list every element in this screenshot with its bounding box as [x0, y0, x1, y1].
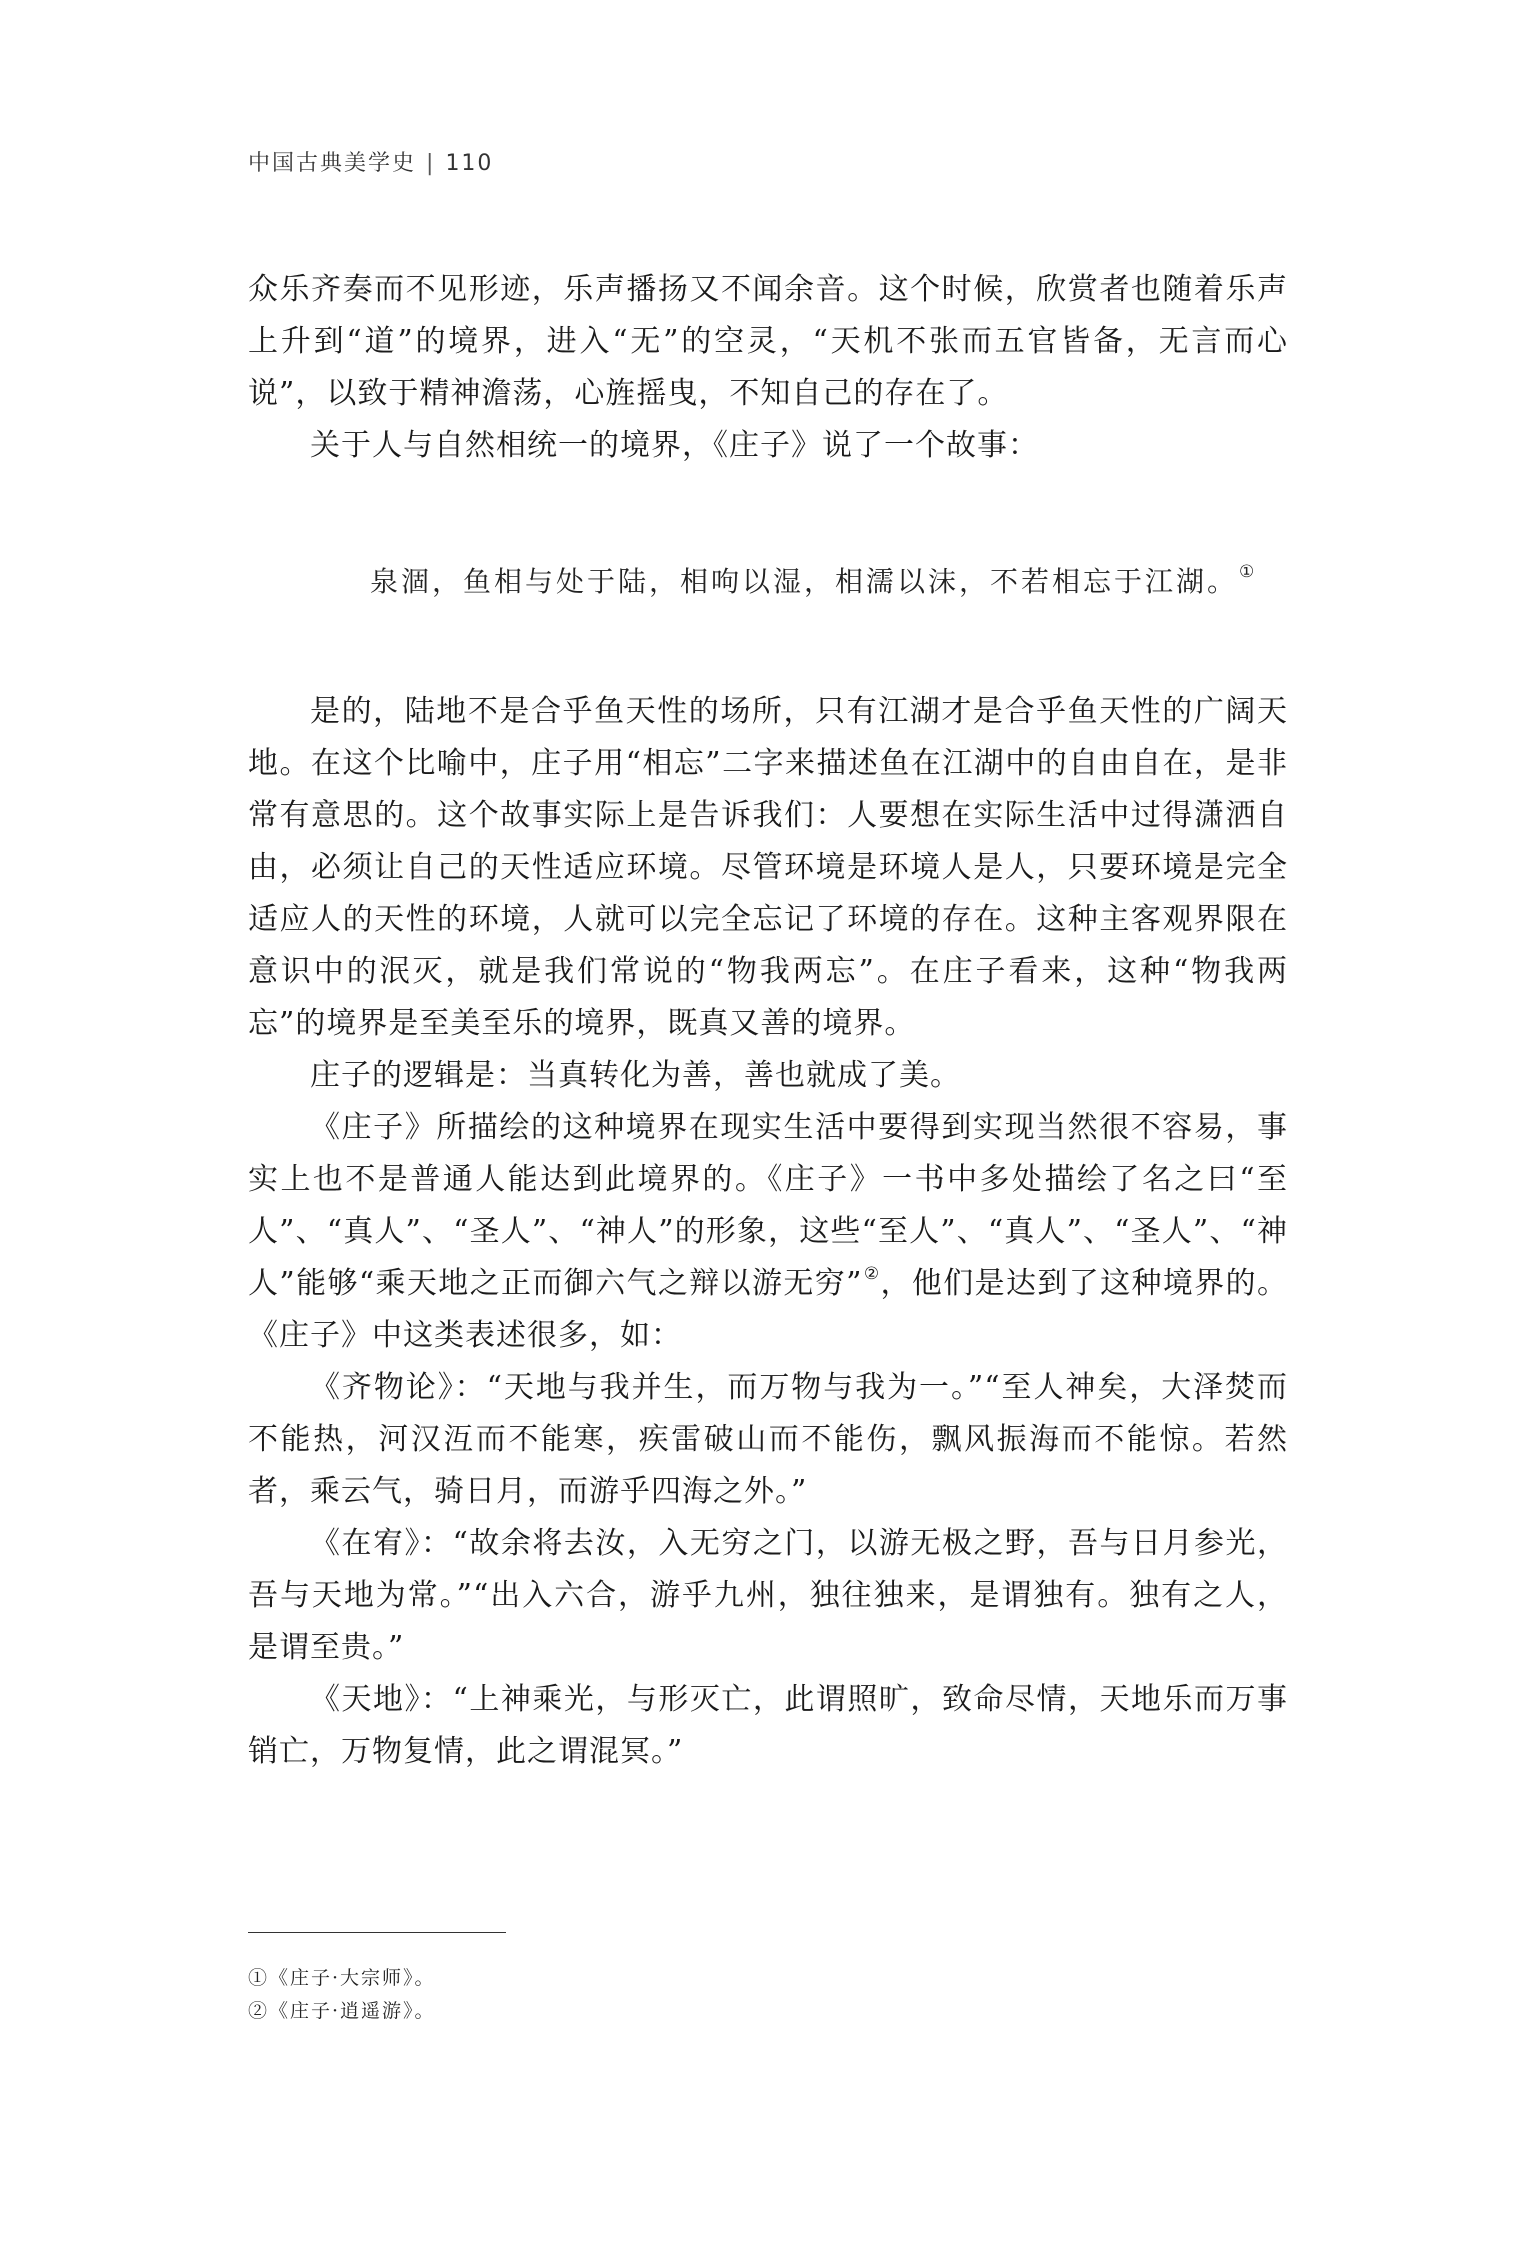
book-title: 中国古典美学史: [248, 151, 417, 176]
block-quote: [370, 560, 1257, 600]
footnote-1: ①《庄子·大宗师》。: [248, 1967, 436, 1989]
paragraph-logic: 庄子的逻辑是：当真转化为善，善也就成了美。: [310, 1058, 961, 1093]
body-text-block-2: [248, 686, 1288, 1778]
footnote-divider: [248, 1932, 506, 1933]
footnote-2: ②《庄子·逍遥游》。: [248, 2000, 436, 2022]
footnote-marker-1: ①: [1239, 562, 1258, 582]
running-header: [248, 146, 493, 177]
paragraph-realm-text-end: ，他们是达到了这种境界的。《庄子》中这类表述很多，如：: [248, 1266, 1289, 1353]
paragraph-realm: [248, 1102, 1288, 1362]
footnote-marker-2: ②: [863, 1264, 881, 1284]
block-quote-text: 泉涸，鱼相与处于陆，相呴以湿，相濡以沫，不若相忘于江湖。: [370, 565, 1239, 598]
page-number: 110: [445, 151, 494, 176]
header-separator: |: [426, 151, 436, 176]
paragraph-story-intro: 关于人与自然相统一的境界，《庄子》说了一个故事：: [310, 428, 1039, 463]
paragraph-qiwulun: 《齐物论》：“天地与我并生，而万物与我为一。”“至人神矣，大泽焚而不能热，河汉沍而不能寒，疾雷破山而不能伤，飘风振海而不能惊。若然者，乘云气，骑日月，而游乎四海之外。”: [248, 1370, 1288, 1509]
paragraph-realm-text: 《庄子》所描绘的这种境界在现实生活中要得到实现当然很不容易，事实上也不是普通人能达到此境界的。《庄子》一书中多处描绘了名之曰“至人”、“真人”、“圣人”、“神人”的形象，这些“至人”、“真人”、“圣人”、“神人”能够“乘天地之正而御六气之辩以游无穷”: [248, 1110, 1288, 1301]
footnotes: [248, 1962, 436, 2028]
body-text-block-1: [248, 264, 1288, 472]
paragraph-zaiyou: 《在宥》：“故余将去汝，入无穷之门，以游无极之野，吾与日月参光，吾与天地为常。”“出入六合，游乎九州，独往独来，是谓独有。独有之人，是谓至贵。”: [248, 1526, 1288, 1665]
paragraph-explanation: 是的，陆地不是合乎鱼天性的场所，只有江湖才是合乎鱼天性的广阔天地。在这个比喻中，庄子用“相忘”二字来描述鱼在江湖中的自由自在，是非常有意思的。这个故事实际上是告诉我们：人要想在实际生活中过得潇洒自由，必须让自己的天性适应环境。尽管环境是环境人是人，只要环境是完全适应人的天性的环境，人就可以完全忘记了环境的存在。这种主客观界限在意识中的泯灭，就是我们常说的“物我两忘”。在庄子看来，这种“物我两忘”的境界是至美至乐的境界，既真又善的境界。: [248, 694, 1288, 1041]
paragraph-continued: 众乐齐奏而不见形迹，乐声播扬又不闻余音。这个时候，欣赏者也随着乐声上升到“道”的境界，进入“无”的空灵，“天机不张而五官皆备，无言而心说”，以致于精神澹荡，心旌摇曳，不知自己的存在了。: [248, 272, 1288, 411]
paragraph-tiandi: 《天地》：“上神乘光，与形灭亡，此谓照旷，致命尽情，天地乐而万事销亡，万物复情，此之谓混冥。”: [248, 1682, 1288, 1769]
